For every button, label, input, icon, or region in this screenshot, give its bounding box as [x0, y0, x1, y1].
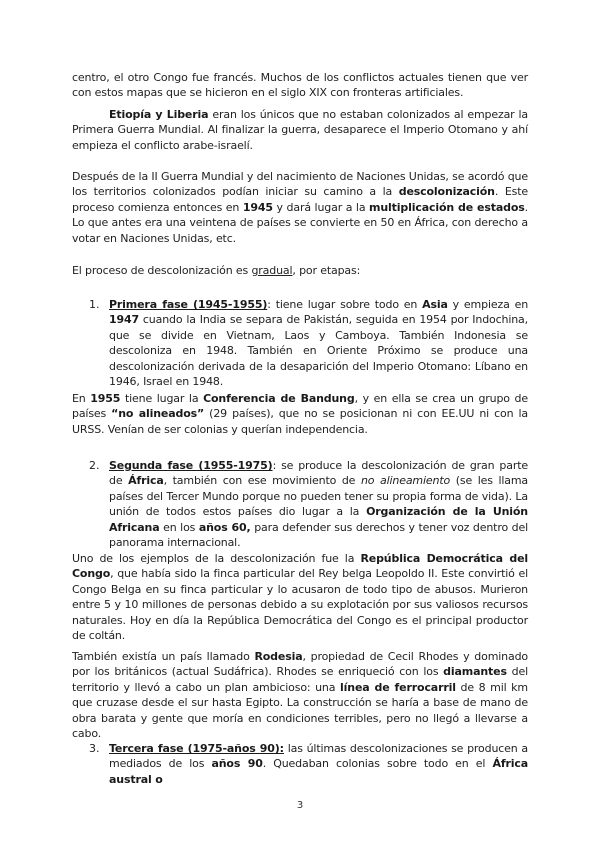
text-run: También existía un país llamado [72, 650, 255, 663]
text-run: (29 países), que no se posicionan ni con EE.UU ni con la URSS. Venían de ser colonias y querían independencia. [72, 407, 528, 436]
paragraph-bandung [72, 391, 528, 437]
text-run: : se produce la descolonización de gran parte de [109, 459, 528, 488]
text-run: en los [159, 520, 199, 534]
text-run: de 8 mil km que cruzase desde el sur hasta Egipto. La construcción se haría a base de mano de obra barata y gente que moría en condiciones terribles, pero no llegó a llevarse a cabo. [72, 680, 528, 741]
bold-run: Organización de la Unión Africana [109, 505, 528, 534]
bold-run: Rodesia [254, 650, 303, 663]
text-run: , propiedad de Cecil Rhodes y dominado por los británicos (actual Sudáfrica). Rhodes se enriqueció con los [72, 650, 528, 679]
text-run: , por etapas: [292, 264, 361, 277]
text-run: , que había sido la finca particular del Rey belga Leopoldo II. Este convirtió el Congo Belga en su finca particular y lo acusaron de todo tipo de abusos. Murieron entre 5 y 10 millones de personas debido a su explotación por sus valiosos recursos naturales. Hoy en día la República Democrática del Congo es el principal productor de coltán. [72, 567, 528, 643]
text-run: (se les llama países del Tercer Mundo porque no pueden tener su propia forma de vida). La unión de todos estos países dio lugar a la [109, 474, 529, 519]
text-run: , y en ella se crea un grupo de países [72, 392, 528, 421]
bold-run: descolonización [398, 185, 495, 199]
bold-run: diamantes [443, 665, 507, 679]
text-run: centro, el otro Congo fue francés. Muchos de los conflictos actuales tienen que ver con estos mapas que se hicieron en el siglo XIX con fronteras artificiales. [72, 71, 528, 100]
paragraph-proceso-gradual [72, 263, 528, 278]
text-run: . Lo que antes era una veintena de países se convierte en 50 en África, con derecho a votar en Naciones Unidas, etc. [72, 200, 529, 245]
list-item-primera-fase [109, 297, 528, 389]
text-run: del territorio y llevó a cabo un plan ambicioso: una [72, 665, 528, 694]
bold-run: República Democrática del Congo [72, 552, 529, 581]
paragraph-etiopia-liberia [72, 107, 528, 153]
phase-title: Primera fase (1945-1955) [109, 298, 268, 311]
text-run: para defender sus derechos y tener voz dentro del panorama internacional. [109, 520, 528, 550]
list-item-segunda-fase [109, 458, 528, 550]
bold-run: 1947 [109, 313, 140, 327]
paragraph-descolonizacion [72, 169, 528, 246]
list-number: 2. [89, 459, 100, 472]
text-run: y empieza en [447, 298, 529, 311]
text-run: Uno de los ejemplos de la descolonización fue la [72, 552, 361, 565]
phase-title: Segunda fase (1955-1975) [109, 459, 273, 472]
paragraph-rodesia [72, 649, 528, 741]
bold-run: África [128, 474, 164, 488]
text-run: . Este proceso comienza entonces en [72, 185, 528, 214]
text-run: : tiene lugar sobre todo en [267, 298, 423, 311]
text-run: cuando la India se separa de Pakistán, seguida en 1954 por Indochina, que se divide en Vietnam, Laos y Camboya. También Indonesia se descoloniza en 1948. También en Oriente Próximo se produce una descolonización derivada de la desaparición del Imperio Otomano: Líbano en 1946, Israel en 1948. [109, 313, 528, 389]
bold-run: Asia [422, 298, 448, 311]
bold-run: multiplicación de estados [369, 200, 525, 214]
text-run: las últimas descolonizaciones se producen a mediados de los [109, 742, 528, 771]
paragraph-congo-leopoldo [72, 551, 528, 643]
page-number: 3 [296, 800, 304, 811]
italic-run: no alineamiento [360, 474, 451, 488]
bold-run: África austral o [109, 757, 528, 786]
underlined-run: gradual [251, 264, 293, 277]
phase-title: Tercera fase (1975-años 90): [109, 742, 284, 755]
text-run: En [72, 392, 91, 405]
text-run: , también con ese movimiento de [163, 474, 361, 488]
bold-run: Conferencia de Bandung [203, 392, 355, 405]
text-run: Después de la II Guerra Mundial y del nacimiento de Naciones Unidas, se acordó que los territorios colonizados podían iniciar su camino a la [72, 170, 528, 199]
bold-run: Etiopía y Liberia [109, 108, 209, 121]
text-run: . Quedaban colonias sobre todo en el [262, 757, 493, 771]
bold-run: años 90 [211, 757, 263, 771]
bold-run: 1955 [90, 392, 121, 405]
list-item-tercera-fase [109, 741, 528, 787]
list-number: 3. [89, 742, 100, 755]
text-run: tiene lugar la [120, 392, 204, 405]
text-run: y dará lugar a la [272, 200, 370, 214]
bold-run: línea de ferrocarril [340, 680, 456, 694]
text-run: El proceso de descolonización es [72, 264, 252, 277]
bold-run: “no alineados” [111, 407, 205, 421]
text-run: eran los únicos que no estaban colonizados al empezar la Primera Guerra Mundial. Al finalizar la guerra, desaparece el Imperio Otomano y ahí empieza el conflicto arabe-israelí. [72, 108, 529, 152]
bold-run: 1945 [242, 200, 273, 214]
paragraph-congo-maps [72, 70, 528, 101]
list-number: 1. [89, 298, 100, 311]
bold-run: años 60, [198, 520, 251, 534]
